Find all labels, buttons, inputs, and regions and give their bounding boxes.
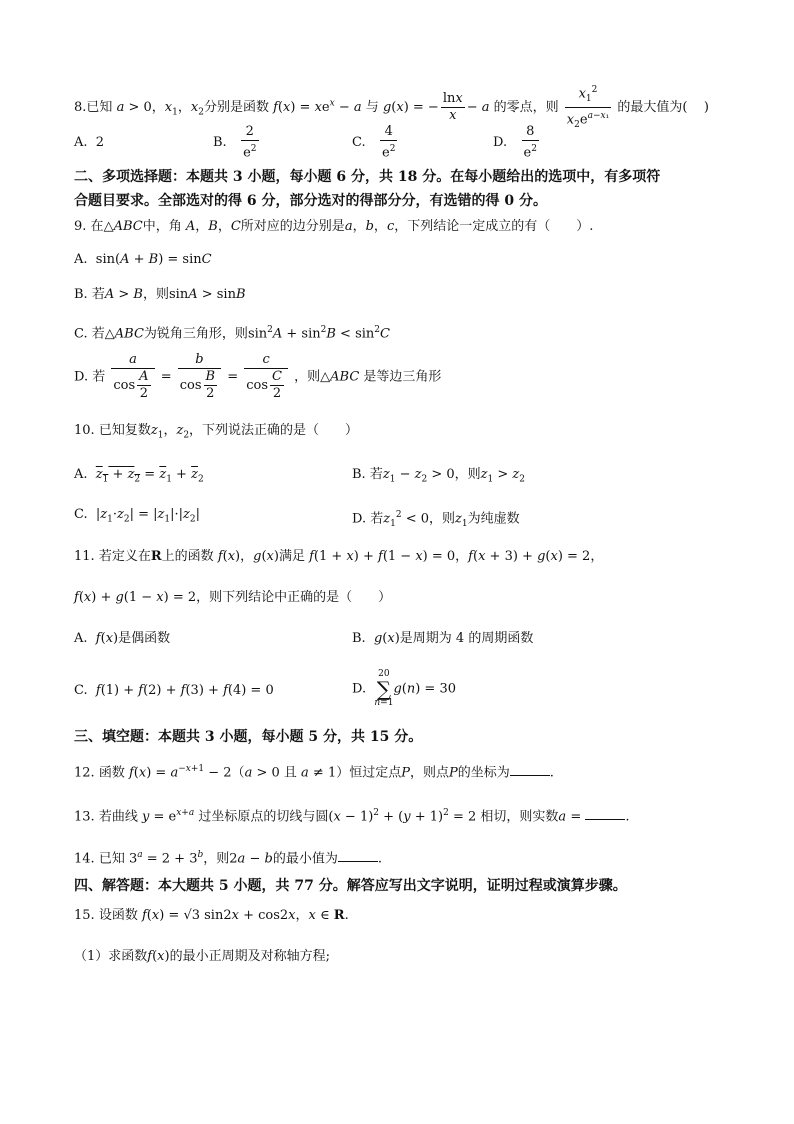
q11-option-a: A. f(x)是偶函数 [74,631,171,646]
q11-option-c: C. f(1) + f(2) + f(3) + f(4) = 0 [74,683,274,698]
q11-option-d: D. 20 ∑ n=1g(n) = 30 [352,669,456,708]
question-10-stem: 10. 已知复数$z_1$，$z_2$，下列说法正确的是（ ） [74,423,359,441]
q10-option-d: D. 若$z_1^2 < 0$，则$z_1$为纯虚数 [352,510,520,529]
question-15-part-1: （1）求函数f(x)的最小正周期及对称轴方程; [74,949,330,964]
section-2-title: 二、多项选择题：本题共 3 小题，每小题 6 分，共 18 分。在每小题给出的选项中，有多项符 [74,169,661,185]
q9-option-d: D. 若 a cos $\frac{A}{2}$ = b cos $\frac{B}{2}$ = c cos $\frac{C}{2}$ ，则△ABC 是等边三角形 [74,352,442,401]
question-14: 14. 已知 $3^a = 2 + 3^b$，则2a − b的最小值为 . [74,850,382,867]
q8-option-d: D. $\frac{8}{e^2}$ [493,124,537,161]
question-11-stem: 11. 若定义在R上的函数 f(x)，g(x)满足 f(1 + x) + f(1 − x) = 0，f(x + 3) + g(x) = 2， [74,549,604,564]
section-3-title: 三、填空题：本题共 3 小题，每小题 5 分，共 15 分。 [74,729,423,745]
question-11-stem-cont: f(x) + g(1 − x) = 2，则下列结论中正确的是（ ） [74,590,392,605]
question-9-stem: 9. 在△ABC中，角 A，B，C所对应的边分别是a，b，c，下列结论一定成立的有（ ）. [74,219,594,234]
section-4-title: 四、解答题：本大题共 5 小题，共 77 分。解答应写出文字说明，证明过程或演算步骤。 [74,878,627,894]
q8-option-c: C. $\frac{4}{e^2}$ [352,124,396,161]
q10-option-b: B. 若$z_1 - z_2 > 0$，则$z_1 > z_2$ [352,467,526,485]
q8-option-a: A. 2 [74,135,105,150]
question-8-stem: 8.已知 a > 0，$x_1$，$x_2$分别是函数 $f(x) = xe^x - a$ 与 g(x) = − $\frac{\ln x}{x}$ − a 的零点，则 $\frac{x_1^2}{x_2e^{a-x_1}}$ 的最大值为( ) [74,82,709,133]
question-13: 13. 若曲线 $y = e^{x+a}$ 过坐标原点的切线与圆$(x - 1)^2 + (y + 1)^2 = 2$ 相切，则实数a = . [74,808,630,825]
q9-option-b: B. 若A > B，则sinA > sinB [74,287,246,302]
q8-option-b: B. $\frac{2}{e^2}$ [213,124,257,161]
q9-option-a: A. sin(A + B) = sinC [74,252,212,267]
q10-option-a: A. $z_1 + z_2 = \overline{z}_1 + \overline{z}_2$ [74,467,204,485]
question-15-stem: 15. 设函数 f(x) = √3 sin2x + cos2x，x ∈ R. [74,908,349,923]
q9-option-c: C. 若△ABC为锐角三角形，则$\sin^2A + \sin^2B < \sin^2C$ [74,325,390,342]
question-12: 12. 函数 $f(x) = a^{-x+1} - 2(a > 0$ 且 a ≠ 1）恒过定点P，则点P的坐标为 . [74,764,554,781]
q10-option-c: C. $|z_1\cdot z_2| = |z_1|\cdot|z_2|$ [74,507,201,525]
q11-option-b: B. g(x)是周期为 4 的周期函数 [352,631,534,646]
section-2-title-cont: 合题目要求。全部选对的得 6 分，部分选对的得部分分，有选错的得 0 分。 [74,193,547,209]
